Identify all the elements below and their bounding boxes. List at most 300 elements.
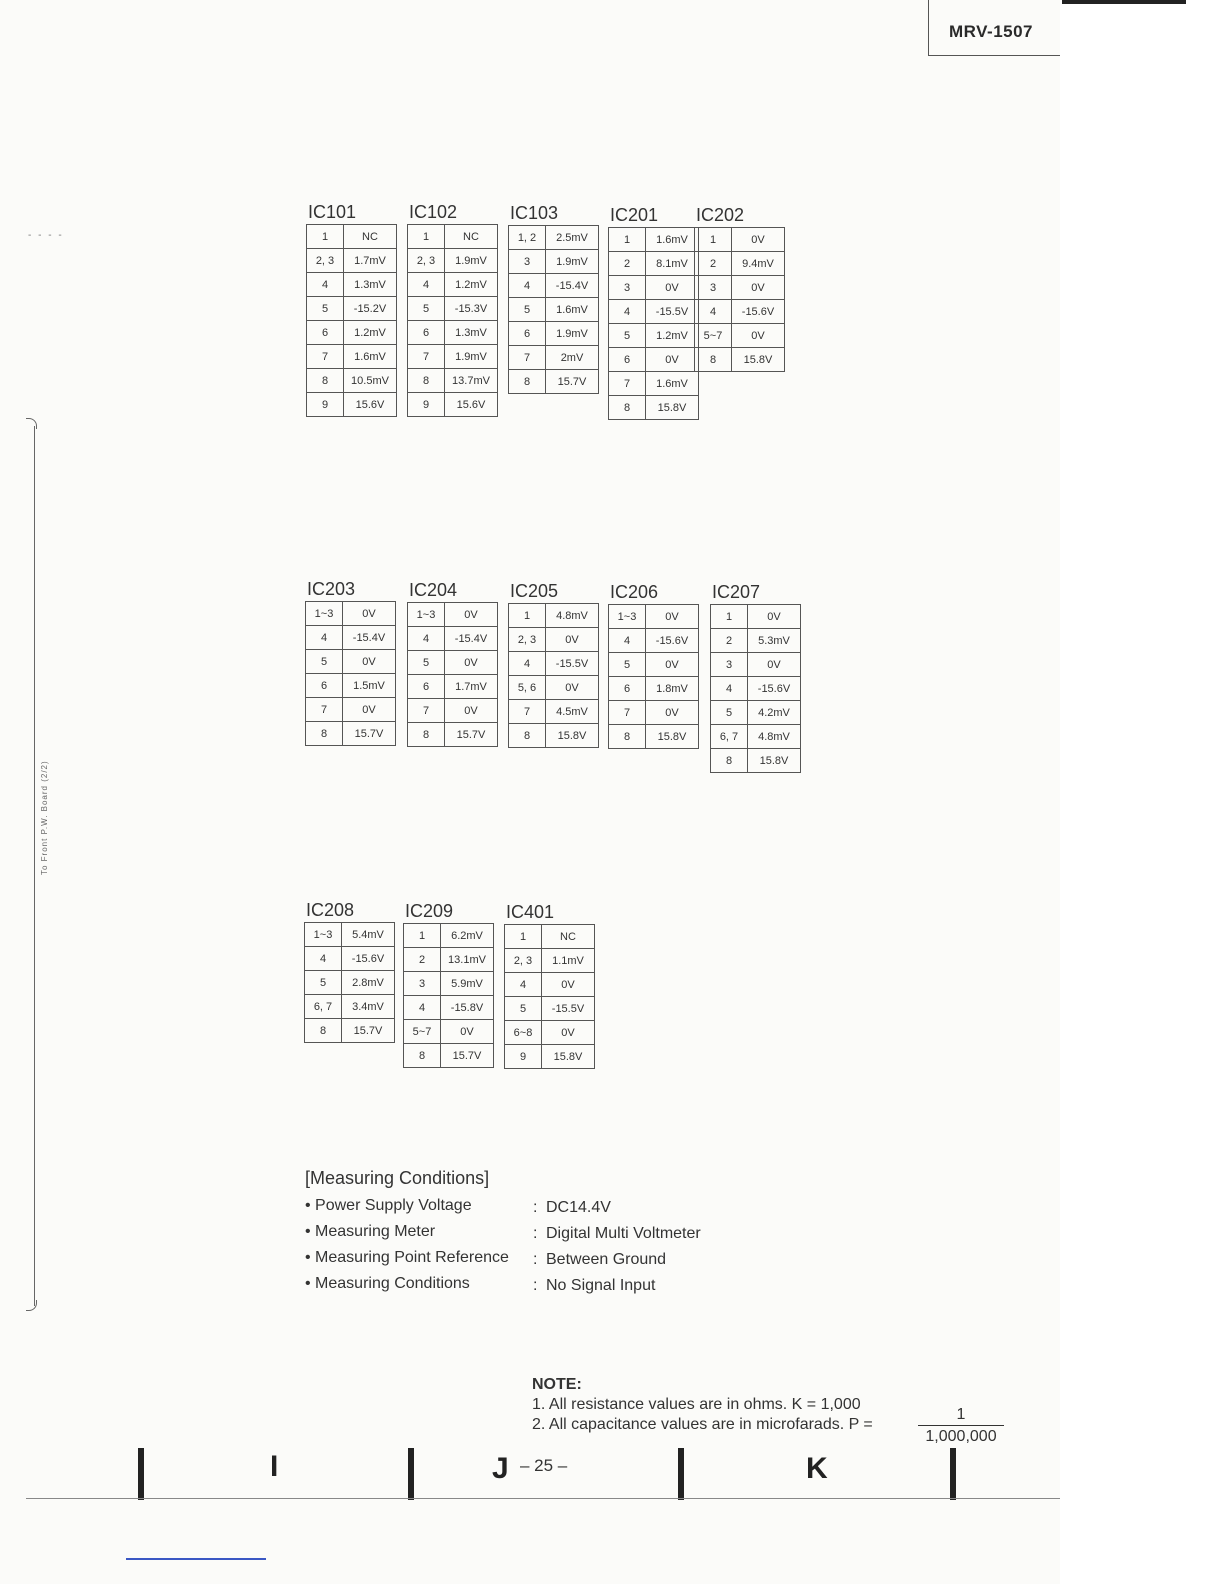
voltage-cell: -15.2V bbox=[344, 297, 397, 321]
ic-title: IC202 bbox=[696, 205, 745, 225]
voltage-cell: 1.2mV bbox=[445, 273, 498, 297]
ic-block-ic101 bbox=[306, 200, 397, 417]
table-row bbox=[408, 273, 498, 297]
table-row bbox=[307, 369, 397, 393]
voltage-cell: 15.6V bbox=[344, 393, 397, 417]
voltage-cell: 0V bbox=[546, 676, 599, 700]
table-row bbox=[509, 676, 599, 700]
page-number: – 25 – bbox=[520, 1456, 568, 1475]
table-row bbox=[695, 348, 785, 372]
pin-number-cell: 7 bbox=[609, 372, 646, 396]
pin-number-cell: 9 bbox=[505, 1045, 542, 1069]
voltage-cell: 1.6mV bbox=[344, 345, 397, 369]
table-row bbox=[509, 226, 599, 250]
voltage-cell: 0V bbox=[646, 701, 699, 725]
voltage-cell: 1.2mV bbox=[646, 324, 699, 348]
table-row bbox=[404, 972, 494, 996]
voltage-cell: 1.6mV bbox=[546, 298, 599, 322]
voltage-cell: 0V bbox=[542, 1021, 595, 1045]
table-row bbox=[305, 1019, 395, 1043]
voltage-cell: 0V bbox=[445, 651, 498, 675]
table-row bbox=[711, 629, 801, 653]
table-row bbox=[711, 653, 801, 677]
table-row bbox=[509, 700, 599, 724]
pin-number-cell: 7 bbox=[408, 699, 445, 723]
voltage-cell: NC bbox=[542, 925, 595, 949]
pin-number-cell: 2, 3 bbox=[408, 249, 445, 273]
pin-number-cell: 8 bbox=[509, 370, 546, 394]
note-capacitance: 2. All capacitance values are in microfarads. P = bbox=[532, 1416, 873, 1433]
voltage-cell: 1.8mV bbox=[646, 677, 699, 701]
note-section bbox=[532, 1376, 997, 1445]
pin-number-cell: 1 bbox=[509, 604, 546, 628]
table-row bbox=[609, 348, 699, 372]
model-number: MRV-1507 bbox=[949, 22, 1034, 41]
pin-number-cell: 7 bbox=[306, 698, 343, 722]
pin-number-cell: 4 bbox=[509, 274, 546, 298]
table-row bbox=[509, 604, 599, 628]
pin-number-cell: 4 bbox=[305, 947, 342, 971]
ic-voltage-table bbox=[504, 924, 595, 1069]
table-row bbox=[408, 723, 498, 747]
voltage-cell: 1.9mV bbox=[546, 250, 599, 274]
table-row bbox=[509, 346, 599, 370]
voltage-cell: 1.9mV bbox=[445, 249, 498, 273]
pin-number-cell: 2 bbox=[695, 252, 732, 276]
pin-number-cell: 6 bbox=[306, 674, 343, 698]
table-row bbox=[408, 603, 498, 627]
pin-number-cell: 1 bbox=[408, 225, 445, 249]
pin-number-cell: 5 bbox=[711, 701, 748, 725]
ic-block-ic205 bbox=[508, 579, 599, 748]
condition-value: No Signal Input bbox=[546, 1277, 656, 1294]
ic-title: IC205 bbox=[510, 581, 559, 601]
condition-label: • Measuring Meter bbox=[305, 1223, 436, 1240]
voltage-cell: -15.6V bbox=[646, 629, 699, 653]
table-row bbox=[509, 250, 599, 274]
voltage-cell: 2.8mV bbox=[342, 971, 395, 995]
pin-number-cell: 5 bbox=[609, 324, 646, 348]
voltage-cell: 4.2mV bbox=[748, 701, 801, 725]
pin-number-cell: 3 bbox=[711, 653, 748, 677]
table-row bbox=[408, 297, 498, 321]
table-row bbox=[509, 322, 599, 346]
voltage-cell: 5.9mV bbox=[441, 972, 494, 996]
voltage-cell: 2.5mV bbox=[546, 226, 599, 250]
grid-divider-bar bbox=[408, 1448, 414, 1500]
table-row bbox=[711, 749, 801, 773]
ic-block-ic201 bbox=[608, 203, 699, 420]
connector-line-bottom bbox=[26, 1300, 37, 1311]
pin-number-cell: 7 bbox=[609, 701, 646, 725]
table-row bbox=[609, 653, 699, 677]
table-row bbox=[305, 971, 395, 995]
ic-title: IC201 bbox=[610, 205, 659, 225]
condition-label: • Measuring Point Reference bbox=[305, 1249, 509, 1266]
ic-voltage-table bbox=[608, 227, 699, 420]
ic-block-ic206 bbox=[608, 580, 699, 749]
pin-number-cell: 5 bbox=[609, 653, 646, 677]
table-row bbox=[609, 324, 699, 348]
ic-title: IC208 bbox=[306, 900, 355, 920]
pin-number-cell: 1 bbox=[711, 605, 748, 629]
voltage-cell: 15.8V bbox=[542, 1045, 595, 1069]
table-row bbox=[505, 997, 595, 1021]
connector-line-top bbox=[26, 418, 37, 429]
pin-number-cell: 5 bbox=[307, 297, 344, 321]
table-row bbox=[609, 396, 699, 420]
voltage-cell: 0V bbox=[646, 348, 699, 372]
table-row bbox=[609, 372, 699, 396]
ic-voltage-table bbox=[407, 602, 498, 747]
pin-number-cell: 2 bbox=[711, 629, 748, 653]
voltage-cell: 0V bbox=[732, 324, 785, 348]
voltage-cell: 9.4mV bbox=[732, 252, 785, 276]
pin-number-cell: 1, 2 bbox=[509, 226, 546, 250]
table-row bbox=[305, 995, 395, 1019]
fraction-bar bbox=[918, 1425, 1004, 1426]
pin-number-cell: 8 bbox=[609, 396, 646, 420]
condition-colon: : bbox=[533, 1251, 538, 1268]
pin-number-cell: 9 bbox=[307, 393, 344, 417]
ic-block-ic102 bbox=[407, 200, 498, 417]
table-row bbox=[408, 393, 498, 417]
table-row bbox=[306, 674, 396, 698]
pin-number-cell: 2 bbox=[404, 948, 441, 972]
table-row bbox=[408, 369, 498, 393]
condition-colon: : bbox=[533, 1225, 538, 1242]
pin-number-cell: 7 bbox=[509, 700, 546, 724]
voltage-cell: 0V bbox=[343, 698, 396, 722]
pin-number-cell: 1 bbox=[695, 228, 732, 252]
voltage-cell: 15.7V bbox=[546, 370, 599, 394]
ic-block-ic204 bbox=[407, 578, 498, 747]
voltage-cell: 0V bbox=[343, 650, 396, 674]
pin-number-cell: 2, 3 bbox=[509, 628, 546, 652]
pin-number-cell: 6 bbox=[408, 321, 445, 345]
pin-number-cell: 4 bbox=[404, 996, 441, 1020]
voltage-cell: -15.5V bbox=[542, 997, 595, 1021]
voltage-cell: 0V bbox=[343, 602, 396, 626]
voltage-cell: 13.1mV bbox=[441, 948, 494, 972]
voltage-cell: 1.9mV bbox=[445, 345, 498, 369]
voltage-cell: 1.7mV bbox=[445, 675, 498, 699]
note-resistance: 1. All resistance values are in ohms. K = 1,000 bbox=[532, 1396, 861, 1413]
ic-block-ic401 bbox=[504, 900, 595, 1069]
table-row bbox=[711, 677, 801, 701]
table-row bbox=[695, 276, 785, 300]
pin-number-cell: 6~8 bbox=[505, 1021, 542, 1045]
voltage-cell: 1.7mV bbox=[344, 249, 397, 273]
ic-voltage-table bbox=[304, 922, 395, 1043]
voltage-cell: 0V bbox=[445, 699, 498, 723]
pin-number-cell: 5 bbox=[505, 997, 542, 1021]
connector-line bbox=[34, 426, 35, 1306]
pin-number-cell: 4 bbox=[307, 273, 344, 297]
pin-number-cell: 4 bbox=[306, 626, 343, 650]
table-row bbox=[408, 651, 498, 675]
pin-number-cell: 1 bbox=[505, 925, 542, 949]
pin-number-cell: 6 bbox=[609, 348, 646, 372]
table-row bbox=[307, 321, 397, 345]
pin-number-cell: 5, 6 bbox=[509, 676, 546, 700]
table-row bbox=[307, 297, 397, 321]
ic-title: IC401 bbox=[506, 902, 555, 922]
pin-number-cell: 5 bbox=[408, 651, 445, 675]
pico-fraction bbox=[918, 1406, 1004, 1446]
side-label: To Front P.W. Board (2/2) bbox=[40, 760, 49, 875]
voltage-cell: -15.4V bbox=[343, 626, 396, 650]
pin-number-cell: 3 bbox=[695, 276, 732, 300]
ic-voltage-table bbox=[407, 224, 498, 417]
voltage-cell: 4.8mV bbox=[546, 604, 599, 628]
voltage-cell: 0V bbox=[748, 605, 801, 629]
table-row bbox=[609, 629, 699, 653]
voltage-cell: 15.7V bbox=[445, 723, 498, 747]
condition-value: DC14.4V bbox=[546, 1199, 611, 1216]
measuring-conditions-title: [Measuring Conditions] bbox=[305, 1168, 490, 1188]
grid-divider-bar bbox=[950, 1448, 956, 1500]
table-row bbox=[509, 370, 599, 394]
condition-row bbox=[305, 1275, 656, 1301]
table-row bbox=[307, 225, 397, 249]
pin-number-cell: 2, 3 bbox=[307, 249, 344, 273]
condition-label: • Measuring Conditions bbox=[305, 1275, 470, 1292]
condition-colon: : bbox=[533, 1277, 538, 1294]
condition-row bbox=[305, 1197, 611, 1223]
ic-title: IC101 bbox=[308, 202, 357, 222]
table-row bbox=[305, 947, 395, 971]
measuring-conditions bbox=[305, 1168, 701, 1301]
pin-number-cell: 1~3 bbox=[305, 923, 342, 947]
ic-title: IC206 bbox=[610, 582, 659, 602]
table-row bbox=[505, 925, 595, 949]
pin-number-cell: 7 bbox=[307, 345, 344, 369]
grid-letter-k: K bbox=[806, 1452, 828, 1485]
table-row bbox=[408, 627, 498, 651]
table-row bbox=[609, 252, 699, 276]
grid-letter-j: J bbox=[492, 1452, 509, 1485]
table-row bbox=[509, 724, 599, 748]
condition-value: Digital Multi Voltmeter bbox=[546, 1225, 701, 1242]
voltage-cell: 1.6mV bbox=[646, 228, 699, 252]
voltage-cell: 6.2mV bbox=[441, 924, 494, 948]
table-row bbox=[609, 228, 699, 252]
pin-number-cell: 8 bbox=[509, 724, 546, 748]
ic-voltage-table bbox=[694, 227, 785, 372]
pin-number-cell: 9 bbox=[408, 393, 445, 417]
pin-number-cell: 1~3 bbox=[306, 602, 343, 626]
condition-value: Between Ground bbox=[546, 1251, 667, 1268]
ic-title: IC103 bbox=[510, 203, 559, 223]
pin-number-cell: 8 bbox=[404, 1044, 441, 1068]
pin-number-cell: 7 bbox=[509, 346, 546, 370]
table-row bbox=[404, 1044, 494, 1068]
table-row bbox=[695, 252, 785, 276]
table-row bbox=[307, 273, 397, 297]
pin-number-cell: 6 bbox=[408, 675, 445, 699]
table-row bbox=[505, 1045, 595, 1069]
pin-number-cell: 5 bbox=[306, 650, 343, 674]
table-row bbox=[505, 973, 595, 997]
voltage-cell: -15.8V bbox=[441, 996, 494, 1020]
voltage-cell: 5.3mV bbox=[748, 629, 801, 653]
pin-number-cell: 4 bbox=[505, 973, 542, 997]
table-row bbox=[609, 276, 699, 300]
table-row bbox=[307, 345, 397, 369]
table-row bbox=[408, 675, 498, 699]
pin-number-cell: 6, 7 bbox=[305, 995, 342, 1019]
table-row bbox=[404, 1020, 494, 1044]
voltage-cell: 1.6mV bbox=[646, 372, 699, 396]
voltage-cell: 10.5mV bbox=[344, 369, 397, 393]
voltage-cell: 0V bbox=[732, 228, 785, 252]
table-row bbox=[509, 274, 599, 298]
voltage-cell: 1.3mV bbox=[445, 321, 498, 345]
pin-number-cell: 4 bbox=[609, 629, 646, 653]
pin-number-cell: 5 bbox=[408, 297, 445, 321]
pin-number-cell: 6 bbox=[509, 322, 546, 346]
pin-number-cell: 3 bbox=[509, 250, 546, 274]
table-row bbox=[509, 652, 599, 676]
voltage-cell: NC bbox=[344, 225, 397, 249]
table-row bbox=[609, 725, 699, 749]
ic-block-ic103 bbox=[508, 201, 599, 394]
pin-number-cell: 1~3 bbox=[609, 605, 646, 629]
voltage-cell: 0V bbox=[646, 653, 699, 677]
table-row bbox=[408, 249, 498, 273]
ic-title: IC204 bbox=[409, 580, 458, 600]
voltage-cell: 3.4mV bbox=[342, 995, 395, 1019]
ic-block-ic203 bbox=[305, 577, 396, 746]
pin-number-cell: 7 bbox=[408, 345, 445, 369]
ic-title: IC207 bbox=[712, 582, 761, 602]
pin-number-cell: 8 bbox=[307, 369, 344, 393]
pin-number-cell: 2 bbox=[609, 252, 646, 276]
table-row bbox=[408, 225, 498, 249]
pin-number-cell: 2, 3 bbox=[505, 949, 542, 973]
voltage-cell: -15.6V bbox=[342, 947, 395, 971]
voltage-cell: 15.8V bbox=[748, 749, 801, 773]
table-row bbox=[408, 345, 498, 369]
voltage-cell: 1.1mV bbox=[542, 949, 595, 973]
voltage-cell: -15.5V bbox=[546, 652, 599, 676]
pin-number-cell: 3 bbox=[609, 276, 646, 300]
voltage-cell: 4.8mV bbox=[748, 725, 801, 749]
voltage-cell: -15.6V bbox=[732, 300, 785, 324]
voltage-cell: 15.7V bbox=[342, 1019, 395, 1043]
ic-title: IC102 bbox=[409, 202, 458, 222]
table-row bbox=[306, 650, 396, 674]
pin-number-cell: 6 bbox=[307, 321, 344, 345]
pin-number-cell: 4 bbox=[509, 652, 546, 676]
voltage-cell: 0V bbox=[732, 276, 785, 300]
pin-number-cell: 5 bbox=[305, 971, 342, 995]
ic-title: IC203 bbox=[307, 579, 356, 599]
page-edge-shade bbox=[1060, 0, 1224, 1584]
pin-number-cell: 8 bbox=[306, 722, 343, 746]
table-row bbox=[306, 602, 396, 626]
table-row bbox=[307, 249, 397, 273]
voltage-cell: 15.7V bbox=[441, 1044, 494, 1068]
table-row bbox=[711, 605, 801, 629]
table-row bbox=[306, 722, 396, 746]
pin-number-cell: 1 bbox=[307, 225, 344, 249]
fraction-numerator: 1 bbox=[956, 1406, 966, 1423]
voltage-cell: 15.8V bbox=[546, 724, 599, 748]
table-row bbox=[695, 324, 785, 348]
voltage-cell: -15.4V bbox=[546, 274, 599, 298]
voltage-cell: 1.2mV bbox=[344, 321, 397, 345]
table-row bbox=[695, 228, 785, 252]
voltage-cell: 0V bbox=[646, 605, 699, 629]
fraction-denominator: 1,000,000 bbox=[925, 1428, 997, 1445]
voltage-cell: 1.9mV bbox=[546, 322, 599, 346]
condition-row bbox=[305, 1249, 667, 1275]
ic-title: IC209 bbox=[405, 901, 454, 921]
voltage-cell: 8.1mV bbox=[646, 252, 699, 276]
pin-number-cell: 8 bbox=[408, 369, 445, 393]
voltage-cell: 15.7V bbox=[343, 722, 396, 746]
voltage-cell: 2mV bbox=[546, 346, 599, 370]
table-row bbox=[711, 725, 801, 749]
grid-letter-i: I bbox=[270, 1450, 279, 1483]
margin-dash-mark: - - - - bbox=[28, 230, 64, 241]
table-row bbox=[609, 677, 699, 701]
ic-voltage-table bbox=[305, 601, 396, 746]
condition-row bbox=[305, 1223, 701, 1249]
pin-number-cell: 4 bbox=[408, 273, 445, 297]
pin-number-cell: 5~7 bbox=[695, 324, 732, 348]
pin-number-cell: 3 bbox=[404, 972, 441, 996]
voltage-cell: 13.7mV bbox=[445, 369, 498, 393]
ic-voltage-table bbox=[508, 225, 599, 394]
table-row bbox=[711, 701, 801, 725]
ic-block-ic208 bbox=[304, 898, 395, 1043]
voltage-cell: 15.8V bbox=[646, 396, 699, 420]
footer-rule bbox=[26, 1498, 1060, 1499]
ic-block-ic207 bbox=[710, 580, 801, 773]
ic-voltage-table bbox=[508, 603, 599, 748]
model-number-box bbox=[928, 0, 1060, 56]
table-row bbox=[609, 701, 699, 725]
pin-number-cell: 5~7 bbox=[404, 1020, 441, 1044]
condition-label: • Power Supply Voltage bbox=[305, 1197, 472, 1214]
note-title: NOTE: bbox=[532, 1376, 582, 1393]
table-row bbox=[505, 1021, 595, 1045]
table-row bbox=[305, 923, 395, 947]
voltage-cell: NC bbox=[445, 225, 498, 249]
pin-number-cell: 6 bbox=[609, 677, 646, 701]
ic-voltage-table bbox=[306, 224, 397, 417]
ic-voltage-table bbox=[710, 604, 801, 773]
pin-number-cell: 1 bbox=[609, 228, 646, 252]
ic-voltage-table bbox=[403, 923, 494, 1068]
pin-number-cell: 4 bbox=[609, 300, 646, 324]
voltage-cell: 0V bbox=[748, 653, 801, 677]
pin-number-cell: 8 bbox=[609, 725, 646, 749]
ic-block-ic209 bbox=[403, 899, 494, 1068]
table-row bbox=[609, 300, 699, 324]
table-row bbox=[404, 948, 494, 972]
voltage-cell: 15.8V bbox=[646, 725, 699, 749]
voltage-cell: 1.3mV bbox=[344, 273, 397, 297]
pin-number-cell: 4 bbox=[711, 677, 748, 701]
voltage-cell: 0V bbox=[441, 1020, 494, 1044]
table-row bbox=[408, 321, 498, 345]
voltage-cell: 15.6V bbox=[445, 393, 498, 417]
grid-divider-bar bbox=[138, 1448, 144, 1500]
